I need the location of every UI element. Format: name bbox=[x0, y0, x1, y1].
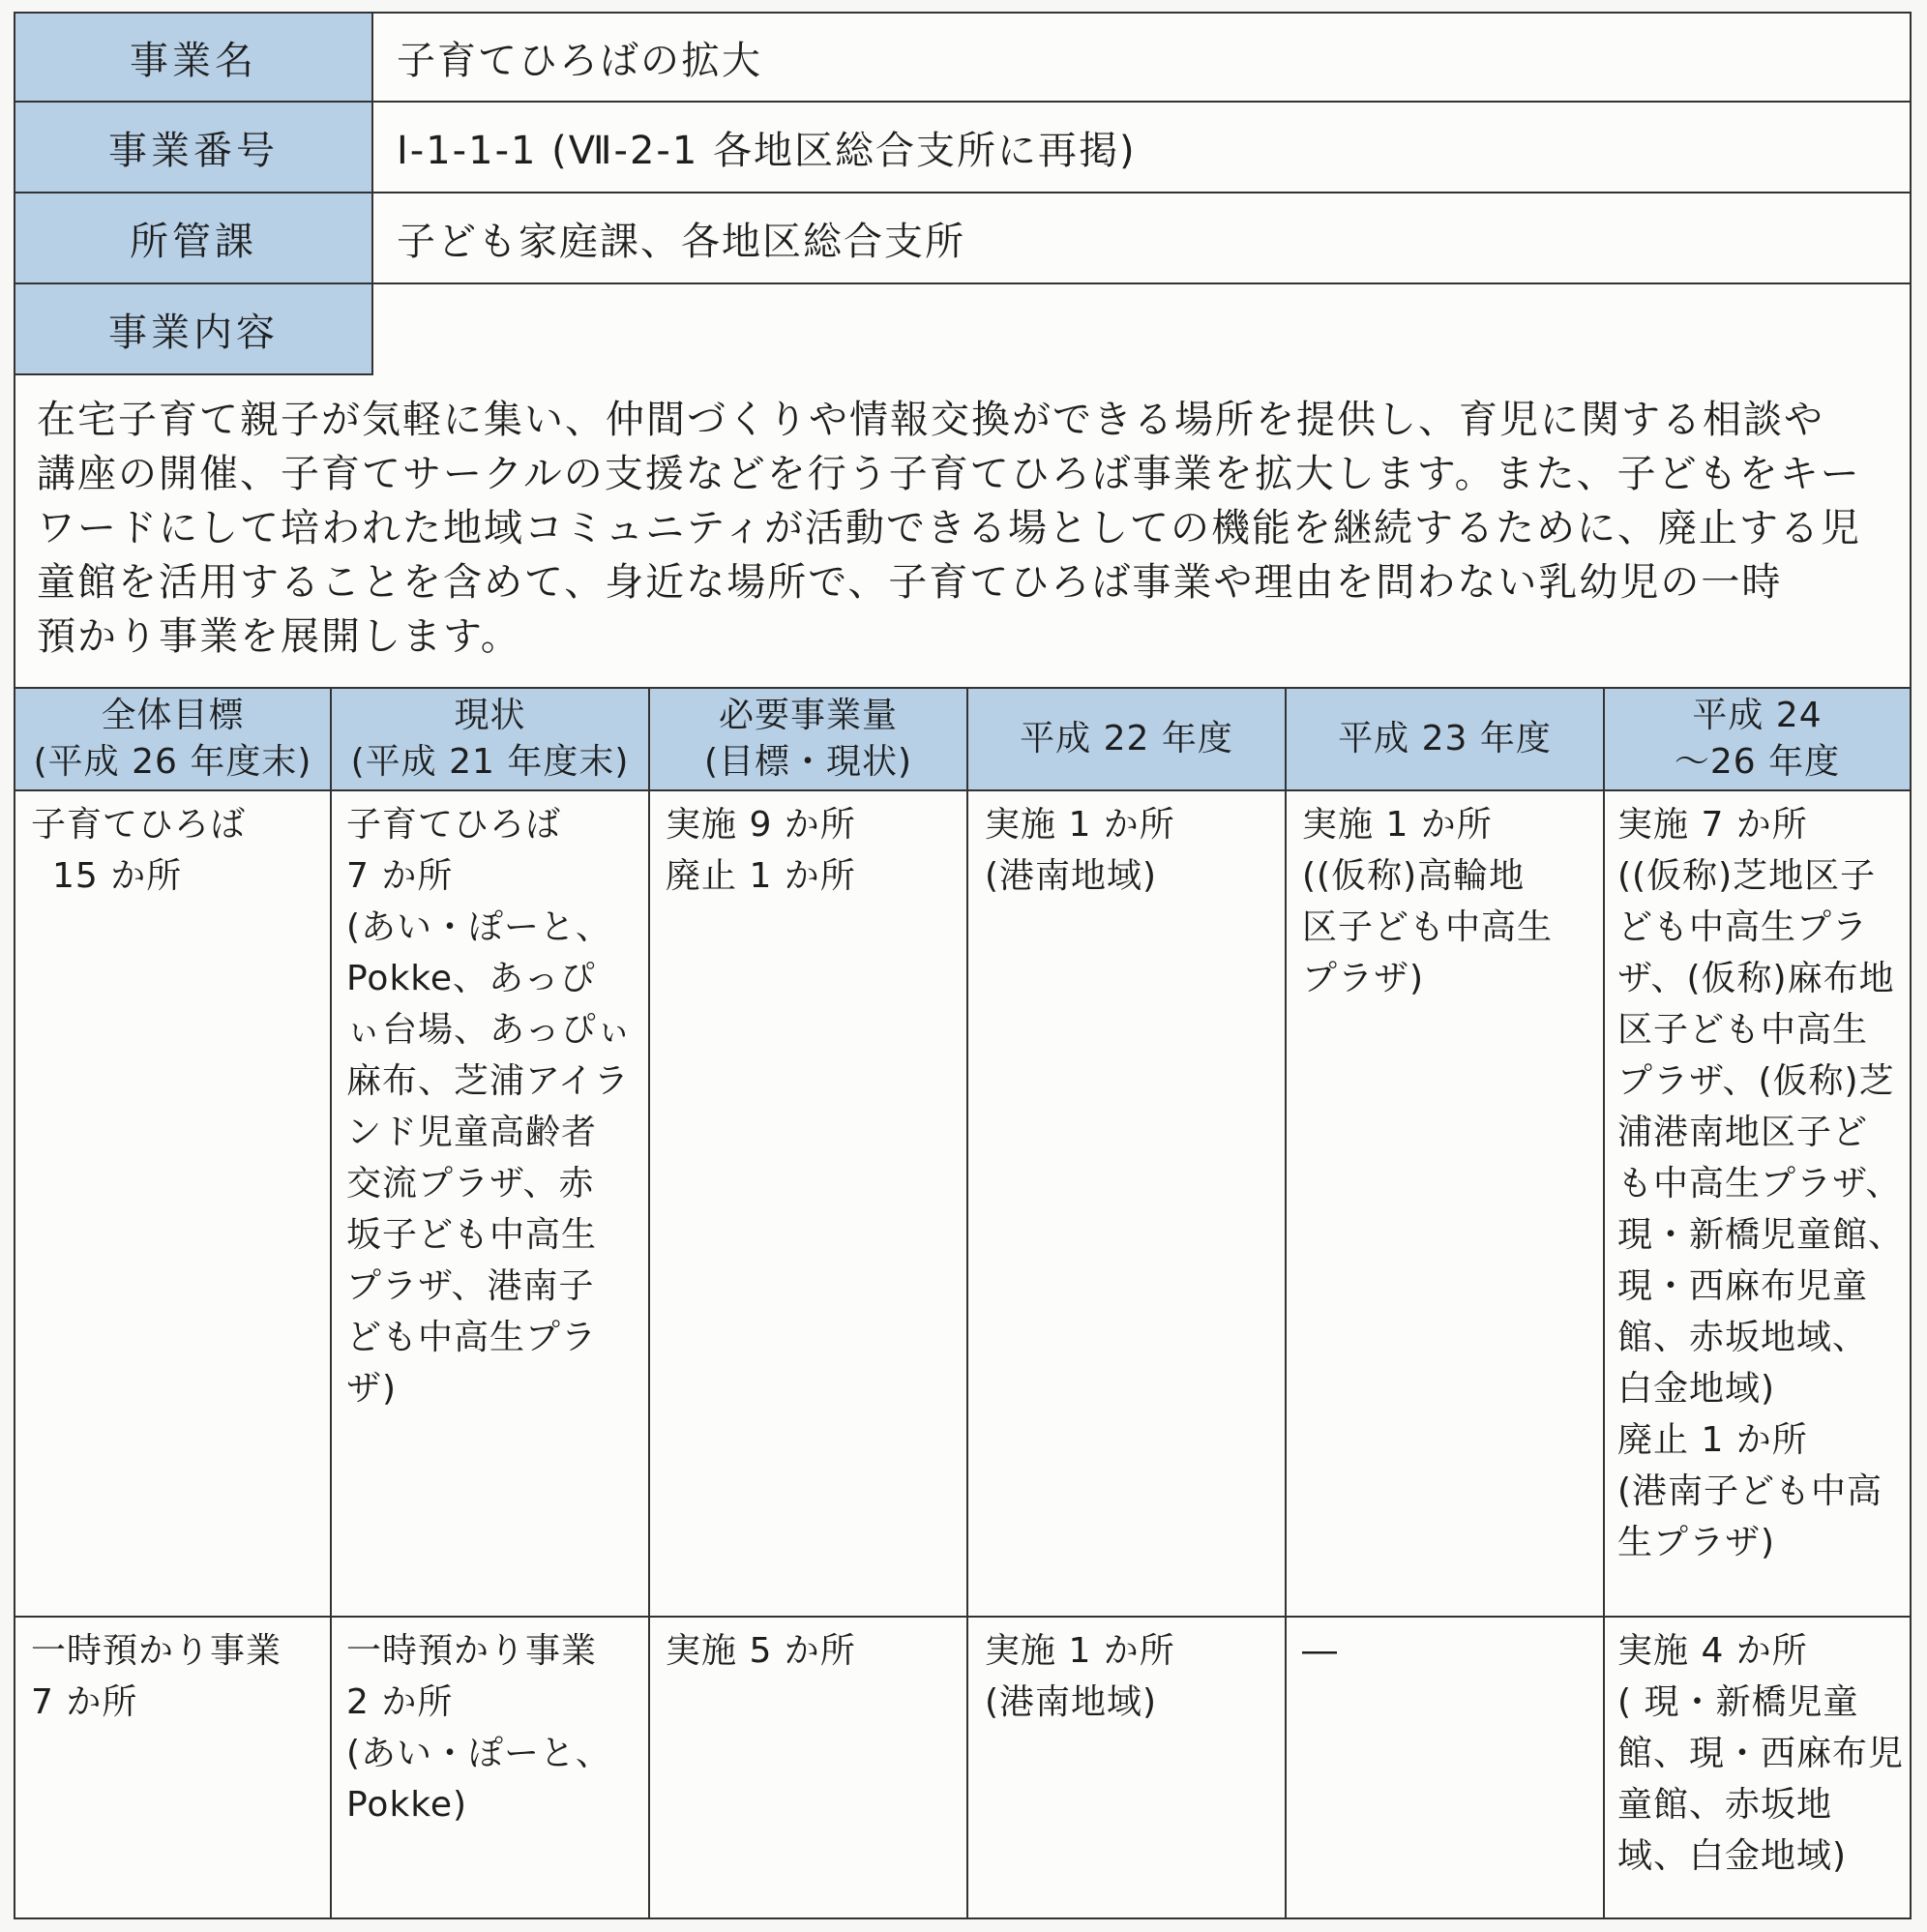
header-text: 平成 22 年度 bbox=[1020, 719, 1233, 758]
table-cell bbox=[1302, 799, 1597, 1004]
cell-line: Pokke) bbox=[346, 1785, 468, 1825]
cell-line: 子育てひろば bbox=[31, 805, 247, 845]
cell-line: プラザ、港南子 bbox=[346, 1266, 595, 1306]
header-text: (平成 26 年度末) bbox=[33, 742, 312, 782]
department-row bbox=[15, 193, 1910, 282]
column-divider bbox=[330, 687, 332, 1919]
table-cell bbox=[31, 799, 321, 902]
description-line: 在宅子育て親子が気軽に集い、仲間づくりや情報交換ができる場所を提供し、育児に関する相談や bbox=[37, 398, 1824, 442]
cell-line: 童館、赤坂地 bbox=[1617, 1785, 1833, 1825]
header-text: 平成 24 bbox=[1692, 696, 1823, 735]
cell-line: プラザ) bbox=[1302, 959, 1425, 998]
cell-line: 館、現・西麻布児 bbox=[1617, 1734, 1905, 1773]
project-name-label: 事業名 bbox=[15, 14, 373, 101]
cell-line: 実施 1 か所 bbox=[985, 805, 1175, 845]
header-current bbox=[332, 689, 648, 789]
cell-line: 現・新橋児童館、 bbox=[1617, 1215, 1905, 1255]
table-cell bbox=[31, 1625, 326, 1728]
cell-line: 15 か所 bbox=[52, 856, 183, 896]
cell-line: 実施 5 か所 bbox=[666, 1631, 856, 1671]
header-required bbox=[650, 689, 966, 789]
cell-line: ザ、(仮称)麻布地 bbox=[1617, 959, 1895, 998]
project-number-label: 事業番号 bbox=[15, 103, 373, 192]
cell-line: 実施 1 か所 bbox=[1302, 805, 1493, 845]
header-text: ～26 年度 bbox=[1674, 742, 1841, 782]
project-name-row bbox=[15, 14, 1910, 101]
cell-line: 館、赤坂地域、 bbox=[1617, 1318, 1869, 1357]
row-divider bbox=[15, 1616, 1910, 1618]
cell-line: 区子ども中高生 bbox=[1617, 1010, 1869, 1050]
cell-line: 区子ども中高生 bbox=[1302, 907, 1554, 947]
description-line: 預かり事業を展開します。 bbox=[37, 614, 521, 659]
description-line: ワードにして培われた地域コミュニティが活動できる場としての機能を継続するために、廃止する児 bbox=[37, 506, 1861, 550]
cell-line: ども中高生プラ bbox=[1617, 907, 1869, 947]
cell-line: (港南地域) bbox=[985, 1682, 1158, 1722]
cell-line: 一時預かり事業 bbox=[346, 1631, 598, 1671]
description-line: 講座の開催、子育てサークルの支援などを行う子育てひろば事業を拡大します。また、子どもをキー bbox=[37, 452, 1861, 496]
table-cell bbox=[1302, 1625, 1597, 1677]
cell-line: (港南子ども中高 bbox=[1617, 1471, 1883, 1511]
cell-line: 域、白金地域) bbox=[1617, 1836, 1848, 1876]
cell-line: 廃止 1 か所 bbox=[1617, 1420, 1808, 1460]
cell-line: 麻布、芝浦アイラ bbox=[346, 1061, 630, 1101]
table-cell bbox=[985, 799, 1280, 902]
cell-line: ぃ台場、あっぴぃ bbox=[346, 1010, 633, 1050]
header-text: 全体目標 bbox=[101, 696, 245, 735]
cell-line: 生プラザ) bbox=[1617, 1523, 1776, 1562]
header-fy23 bbox=[1287, 689, 1603, 789]
header-overall-goal bbox=[15, 689, 330, 789]
header-fy22 bbox=[968, 689, 1285, 789]
cell-line: 7 か所 bbox=[31, 1682, 138, 1722]
project-number-value: Ⅰ-1-1-1 (Ⅶ-2-1 各地区総合支所に再掲) bbox=[397, 128, 1137, 173]
cell-line: (港南地域) bbox=[985, 856, 1158, 896]
cell-line: ― bbox=[1302, 1631, 1338, 1671]
cell-line: 白金地域) bbox=[1617, 1369, 1776, 1409]
content-label: 事業内容 bbox=[15, 284, 373, 375]
table-cell bbox=[985, 1625, 1280, 1728]
department-value: 子ども家庭課、各地区総合支所 bbox=[397, 219, 965, 264]
cell-line: 2 か所 bbox=[346, 1682, 454, 1722]
header-fy24-26 bbox=[1605, 689, 1910, 789]
cell-line: 子育てひろば bbox=[346, 805, 562, 845]
column-divider bbox=[648, 687, 650, 1919]
cell-line: ( 現・新橋児童 bbox=[1617, 1682, 1859, 1722]
description bbox=[37, 393, 1894, 664]
table-cell bbox=[346, 1625, 641, 1830]
cell-line: (あい・ぽーと、 bbox=[346, 1734, 612, 1773]
cell-line: 廃止 1 か所 bbox=[666, 856, 856, 896]
project-sheet bbox=[14, 12, 1912, 1919]
table-cell bbox=[1617, 799, 1906, 1568]
cell-line: ども中高生プラ bbox=[346, 1318, 598, 1357]
cell-line: 実施 1 か所 bbox=[985, 1631, 1175, 1671]
cell-line: ((仮称)芝地区子 bbox=[1617, 856, 1877, 896]
cell-line: 実施 4 か所 bbox=[1617, 1631, 1808, 1671]
header-text: 現状 bbox=[454, 696, 526, 735]
header-text: (平成 21 年度末) bbox=[350, 742, 630, 782]
department-label: 所管課 bbox=[15, 193, 373, 282]
table-cell bbox=[1617, 1625, 1906, 1882]
cell-line: ((仮称)高輪地 bbox=[1302, 856, 1526, 896]
header-text: (目標・現状) bbox=[703, 742, 913, 782]
cell-line: 一時預かり事業 bbox=[31, 1631, 282, 1671]
cell-line: (あい・ぽーと、 bbox=[346, 907, 612, 947]
cell-line: 現・西麻布児童 bbox=[1617, 1266, 1869, 1306]
cell-line: 浦港南地区子ど bbox=[1617, 1113, 1869, 1152]
cell-line: プラザ、(仮称)芝 bbox=[1617, 1061, 1895, 1101]
table-cell bbox=[346, 799, 641, 1414]
table-header bbox=[15, 687, 1910, 791]
cell-line: も中高生プラザ、 bbox=[1617, 1164, 1902, 1204]
table-cell bbox=[666, 1625, 961, 1677]
cell-line: 交流プラザ、赤 bbox=[346, 1164, 595, 1204]
project-number-row bbox=[15, 103, 1910, 192]
cell-line: 坂子ども中高生 bbox=[346, 1215, 598, 1255]
description-line: 童館を活用することを含めて、身近な場所で、子育てひろば事業や理由を問わない乳幼児の一時 bbox=[37, 560, 1783, 605]
cell-line: ザ) bbox=[346, 1369, 398, 1409]
cell-line: 7 か所 bbox=[346, 856, 454, 896]
header-text: 平成 23 年度 bbox=[1338, 719, 1552, 758]
cell-line: 実施 9 か所 bbox=[666, 805, 856, 845]
column-divider bbox=[966, 687, 968, 1919]
project-name-value: 子育てひろばの拡大 bbox=[397, 38, 762, 83]
header-text: 必要事業量 bbox=[718, 696, 898, 735]
cell-line: ンド児童高齢者 bbox=[346, 1113, 598, 1152]
table-cell bbox=[666, 799, 961, 902]
column-divider bbox=[1603, 687, 1605, 1919]
cell-line: Pokke、あっぴ bbox=[346, 959, 596, 998]
column-divider bbox=[1285, 687, 1287, 1919]
cell-line: 実施 7 か所 bbox=[1617, 805, 1808, 845]
